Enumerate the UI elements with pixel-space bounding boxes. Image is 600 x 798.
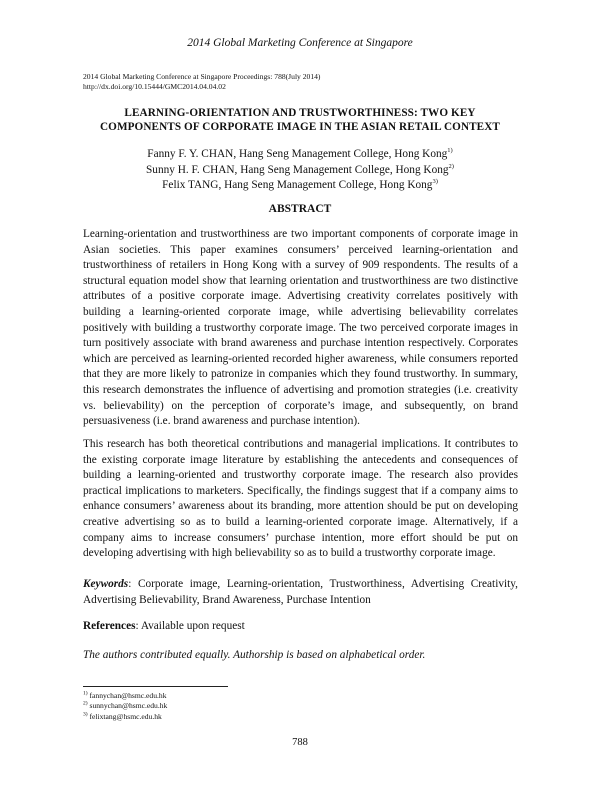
footnote-divider xyxy=(83,686,228,687)
page-number: 788 xyxy=(292,737,308,748)
footnote-1 xyxy=(83,691,167,701)
footnotes xyxy=(83,691,167,722)
title-line-1: LEARNING-ORIENTATION AND TRUSTWORTHINESS: TWO KEY xyxy=(124,107,476,119)
doi-link[interactable]: http://dx.doi.org/10.15444/GMC2014.04.04.02 xyxy=(83,82,226,91)
abstract-paragraph-1: Learning-orientation and trustworthiness are two important components of corporate image in Asian societies. This paper examines consumers’ perceived learning-orientation and trustworthiness of retailers in Hong Kong with a survey of 909 respondents. The results of a structural equation model show that learning orientation and trustworthiness are two distinctive attributes of a positive corporate image. Advertising creativity correlates positively with building a learning-oriented corporate image, while advertising believability correlates positively with building a trustworthy corporate image. The two perceived corporate images in turn positively associate with brand awareness and purchase intention respectively. Corporates which are perceived as learning-oriented recorded higher awareness, while consumers reported that they are more likely to patronize in companies which they found trustworthy. In summary, this research demonstrates the influence of advertising and promotion strategies (i.e. creativity vs. believability) on the perception of corporate’s image, and subsequently, on brand persuasiveness (i.e. brand awareness and purchase intention). xyxy=(83,228,518,428)
footnote-1-email[interactable]: fannychan@hsmc.edu.hk xyxy=(87,691,167,700)
authorship-note: The authors contributed equally. Authorship is based on alphabetical order. xyxy=(83,649,426,661)
footnote-3-mark: 3) xyxy=(83,711,88,718)
author-3-affiliation: Felix TANG, Hang Seng Management College, Hong Kong xyxy=(162,179,433,191)
author-2-affiliation: Sunny H. F. CHAN, Hang Seng Management College, Hong Kong xyxy=(146,163,449,176)
author-3-footnote-mark: 3) xyxy=(432,178,438,186)
paper-title xyxy=(60,106,540,134)
proceedings-info xyxy=(83,72,320,92)
author-1-footnote-mark: 1) xyxy=(447,147,453,155)
references-label: References xyxy=(83,620,136,632)
footnote-3-email[interactable]: felixtang@hsmc.edu.hk xyxy=(87,711,162,721)
footnote-2 xyxy=(83,701,167,711)
keywords-label: Keywords xyxy=(83,578,129,590)
footnote-3 xyxy=(83,712,167,722)
keywords-text: : Corporate image, Learning-orientation, Trustworthiness, Advertising Creativity, Advertising Believability, Brand Awareness, Purchase Intention xyxy=(83,578,518,606)
references-text: : Available upon request xyxy=(135,620,245,632)
proceedings-citation: 2014 Global Marketing Conference at Singapore Proceedings: 788(July 2014) xyxy=(83,72,321,81)
author-list xyxy=(60,147,540,194)
author-2 xyxy=(60,163,540,179)
author-3 xyxy=(60,178,540,194)
title-line-2: COMPONENTS OF CORPORATE IMAGE IN THE ASIAN RETAIL CONTEXT xyxy=(99,121,500,133)
abstract-heading: ABSTRACT xyxy=(268,203,332,215)
abstract-paragraph-2: This research has both theoretical contributions and managerial implications. It contributes to the existing corporate image literature by establishing the antecedents and consequences of building a learning-oriented and trustworthy corporate image. The research also provides practical implications to marketers. Specifically, the findings suggest that if a company aims to enhance consumers’ awareness about its branding, more attention should be put on developing creative advertising so as to build a learning-oriented corporate image. Alternatively, if a company aims to increase consumers’ purchase intention, more effort should be put on developing advertising with high believability so as to build a trustworthy corporate image. xyxy=(83,438,518,560)
references xyxy=(83,619,518,635)
keywords xyxy=(83,577,518,608)
footnote-2-email[interactable]: sunnychan@hsmc.edu.hk xyxy=(87,701,168,711)
author-1 xyxy=(60,147,540,163)
running-header: 2014 Global Marketing Conference at Singapore xyxy=(187,37,413,49)
footnote-2-mark: 2) xyxy=(83,700,88,707)
author-2-footnote-mark: 2) xyxy=(448,162,454,170)
author-1-affiliation: Fanny F. Y. CHAN, Hang Seng Management College, Hong Kong xyxy=(147,148,448,160)
footnote-1-mark: 1) xyxy=(83,690,88,697)
